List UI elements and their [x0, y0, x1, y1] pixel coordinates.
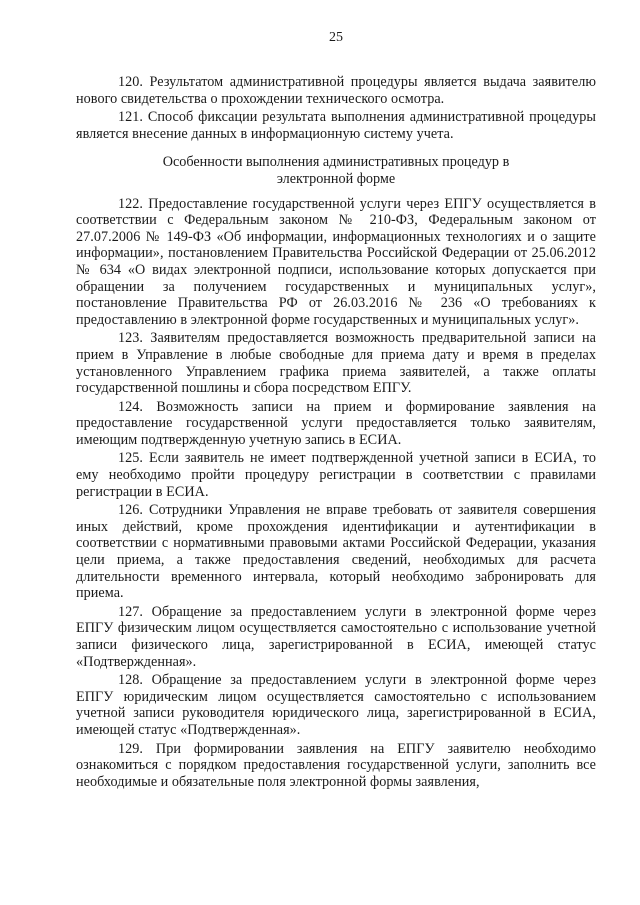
page-number: 25 — [329, 30, 343, 45]
paragraph-129: 129. При формировании заявления на ЕПГУ заявителю необходимо ознакомиться с порядком предоставления государственной услуги, заполнить все необходимые и обязательные поля электронной формы заявления, — [76, 740, 596, 790]
paragraph-127: 127. Обращение за предоставлением услуги в электронной форме через ЕПГУ физическим лицом осуществляется самостоятельно с использование учетной записи физического лица, зарегистрированной в ЕСИА, имеющей статус «Подтвержденная». — [76, 603, 596, 670]
section-heading — [76, 154, 596, 187]
paragraph-128: 128. Обращение за предоставлением услуги в электронной форме через ЕПГУ юридическим лицом осуществляется самостоятельно с использованием учетной записи руководителя юридического лица, зарегистрированной в ЕСИА, имеющей статус «Подтвержденная». — [76, 672, 596, 738]
paragraph-125: 125. Если заявитель не имеет подтвержденной учетной записи в ЕСИА, то ему необходимо пройти процедуру регистрации в соответствии с правилами регистрации в ЕСИА. — [76, 450, 596, 500]
section-heading-line-2: электронной форме — [276, 170, 396, 187]
section-heading-line-1: Особенности выполнения административных процедур в — [162, 154, 510, 171]
paragraph-120: 120. Результатом административной процедуры является выдача заявителю нового свидетельства о прохождении технического осмотра. — [76, 74, 596, 107]
paragraph-124: 124. Возможность записи на прием и формирование заявления на предоставление государственной услуги предоставляется только заявителям, имеющим подтвержденную учетную запись в ЕСИА. — [76, 398, 596, 448]
paragraph-123: 123. Заявителям предоставляется возможность предварительной записи на прием в Управление в любые свободные для приема дату и время в пределах установленного Управлением графика приема заявителей, а также оплаты государственной пошлины и сбора посредством ЕПГУ. — [76, 330, 596, 397]
paragraph-126: 126. Сотрудники Управления не вправе требовать от заявителя совершения иных действий, кроме прохождения идентификации и аутентификации в соответствии с нормативными правовыми актами Российской Федерации, указания цели приема, а также предоставления сведений, необходимых для расчета длительности временного интервала, который необходимо забронировать для приема. — [76, 502, 596, 602]
paragraph-121: 121. Способ фиксации результата выполнения административной процедуры является внесение данных в информационную систему учета. — [76, 109, 596, 142]
paragraph-122: 122. Предоставление государственной услуги через ЕПГУ осуществляется в соответствии с Федеральным законом № 210-ФЗ, Федеральным законом от 27.07.2006 № 149-ФЗ «Об информации, информационных технологиях и о защите информации», постановлением Правительства Российской Федерации от 25.06.2012 № 634 «О видах электронной подписи, использование которых допускается при обращении за получением государственных и муниципальных услуг», постановление Правительства РФ от 26.03.2016 № 236 «О требованиях к предоставлению в электронной форме государственных и муниципальных услуг». — [76, 195, 596, 328]
